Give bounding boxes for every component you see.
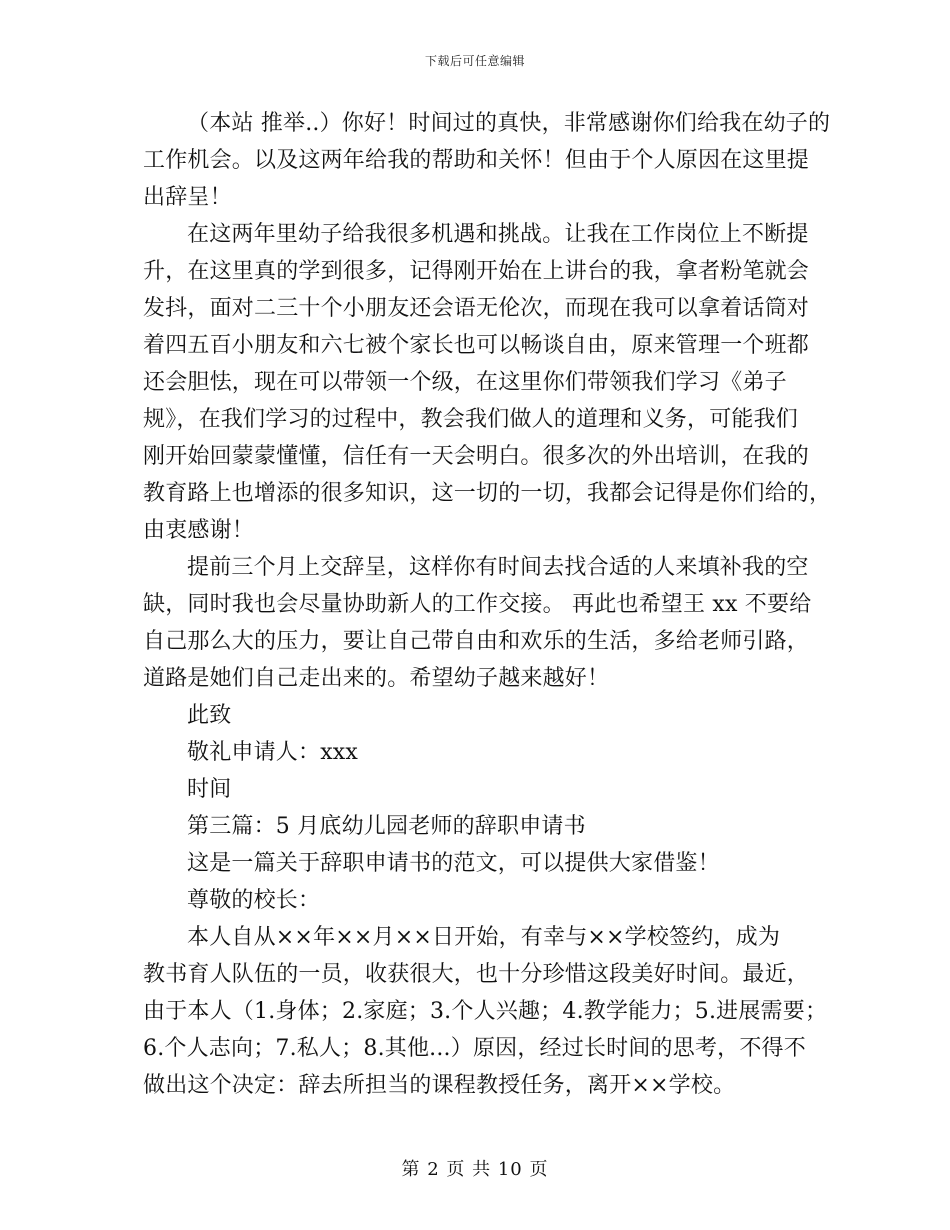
paragraph-line: 还会胆怯，现在可以带领一个级，在这里你们带领我们学习《弟子 (143, 370, 787, 395)
paragraph-line: 由衷感谢！ (143, 518, 255, 543)
paragraph-line: 教育路上也增添的很多知识，这一切的一切，我都会记得是你们给的， (143, 481, 832, 506)
paragraph-line: 工作机会。以及这两年给我的帮助和关怀！但由于个人原因在这里提 (143, 148, 810, 173)
paragraph-line: 升，在这里真的学到很多，记得刚开始在上讲台的我，拿者粉笔就会 (143, 259, 810, 284)
paragraph-line: 着四五百小朋友和六七被个家长也可以畅谈自由，原来管理一个班都 (143, 333, 810, 358)
section-title: 第三篇：5 月底幼儿园老师的辞职申请书 (187, 814, 586, 839)
paragraph-line: （本站 推举..）你好！时间过的真快，非常感谢你们给我在幼子的 (187, 111, 831, 136)
paragraph-line: 发抖，面对二三十个小朋友还会语无伦次，而现在我可以拿着话筒对 (143, 296, 810, 321)
paragraph-line: 6.个人志向；7.私人；8.其他...）原因，经过长时间的思考，不得不 (143, 1036, 806, 1061)
paragraph-line: 缺，同时我也会尽量协助新人的工作交接。 再此也希望王 xx 不要给 (143, 592, 812, 617)
document-body (143, 105, 832, 1104)
paragraph-line: 刚开始回蒙蒙懂懂，信任有一天会明白。很多次的外出培训，在我的 (143, 444, 810, 469)
time-line: 时间 (187, 777, 232, 802)
paragraph-line: 由于本人（1.身体；2.家庭；3.个人兴趣；4.教学能力；5.进展需要； (143, 999, 828, 1024)
paragraph-line: 道路是她们自己走出来的。希望幼子越来越好！ (143, 666, 610, 691)
paragraph-line: 做出这个决定：辞去所担当的课程教授任务，离开××学校。 (143, 1073, 736, 1098)
salutation-line: 尊敬的校长： (187, 888, 321, 913)
paragraph-line: 出辞呈！ (143, 185, 232, 210)
paragraph-line: 规》，在我们学习的过程中，教会我们做人的道理和义务，可能我们 (143, 407, 799, 432)
paragraph-line: 在这两年里幼子给我很多机遇和挑战。让我在工作岗位上不断提 (187, 222, 809, 247)
paragraph-line: 本人自从××年××月××日开始，有幸与××学校签约，成为 (187, 925, 781, 950)
page-footer: 第 2 页 共 10 页 (401, 1159, 549, 1180)
closing-line: 此致 (187, 703, 232, 728)
paragraph-line: 提前三个月上交辞呈，这样你有时间去找合适的人来填补我的空 (187, 555, 809, 580)
paragraph-line: 教书育人队伍的一员，收获很大，也十分珍惜这段美好时间。最近， (143, 962, 810, 987)
regards-line: 敬礼申请人：xxx (187, 740, 359, 765)
intro-line: 这是一篇关于辞职申请书的范文，可以提供大家借鉴！ (187, 851, 720, 876)
paragraph-line: 自己那么大的压力，要让自己带自由和欢乐的生活，多给老师引路， (143, 629, 810, 654)
page-header: 下载后可任意编辑 (424, 54, 525, 68)
